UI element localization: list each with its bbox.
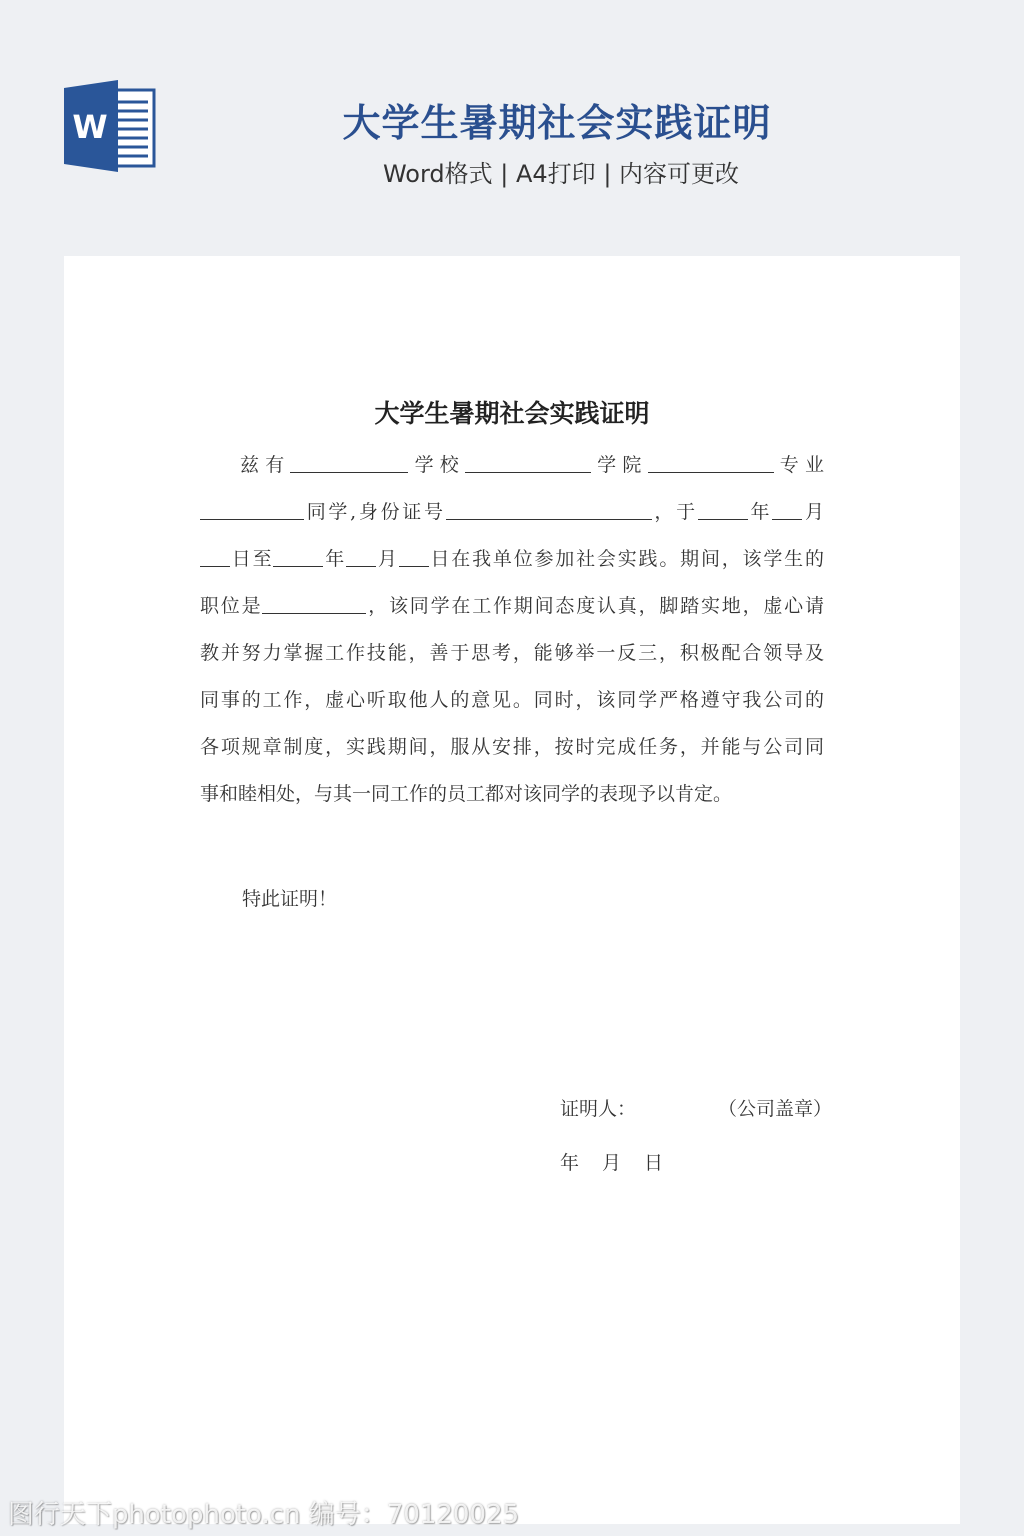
header <box>0 0 1024 250</box>
body-line-6: 同事的工作，虚心听取他人的意见。同时，该同学严格遵守我公司的 <box>200 689 824 711</box>
date-line: 年 月 日 <box>560 1152 666 1174</box>
body-line-3: 日至 年 月 日在我单位参加社会实践。期间，该学生的 <box>200 536 824 583</box>
blank-start-day[interactable] <box>200 546 230 567</box>
blank-id-number[interactable] <box>446 499 652 520</box>
body-line-8: 事和睦相处，与其一同工作的员工都对该同学的表现予以肯定。 <box>200 783 733 805</box>
blank-position[interactable] <box>262 593 366 614</box>
document-body <box>200 442 824 818</box>
body-line-4: 职位是 ，该同学在工作期间态度认真，脚踏实地，虚心请 <box>200 595 824 617</box>
blank-college[interactable] <box>465 452 591 473</box>
body-line-7: 各项规章制度，实践期间，服从安排，按时完成任务，并能与公司同 <box>200 736 824 758</box>
blank-start-year[interactable] <box>698 499 748 520</box>
body-line-1: 兹有 学校 学院 专业 <box>240 454 824 476</box>
watermark: 图行天下photophoto.cn 编号：70120025 <box>8 1500 520 1530</box>
company-seal-label: （公司盖章） <box>718 1098 833 1120</box>
blank-student-name[interactable] <box>200 499 304 520</box>
signer-label: 证明人： <box>560 1098 637 1120</box>
header-title: 大学生暑期社会实践证明 <box>342 101 772 145</box>
document-page <box>64 256 960 1524</box>
svg-text:W: W <box>72 108 108 146</box>
blank-major[interactable] <box>648 452 774 473</box>
document-title: 大学生暑期社会实践证明 <box>374 399 650 428</box>
closing-statement: 特此证明！ <box>242 888 338 910</box>
blank-end-month[interactable] <box>346 546 376 567</box>
body-line-2: 同学,身份证号 ，于 年 月 <box>200 489 824 536</box>
blank-school[interactable] <box>290 452 408 473</box>
blank-end-year[interactable] <box>273 546 323 567</box>
blank-start-month[interactable] <box>772 499 802 520</box>
body-line-5: 教并努力掌握工作技能，善于思考，能够举一反三，积极配合领导及 <box>200 642 824 664</box>
blank-end-day[interactable] <box>399 546 429 567</box>
header-subtitle: Word格式 | A4打印 | 内容可更改 <box>382 160 740 188</box>
